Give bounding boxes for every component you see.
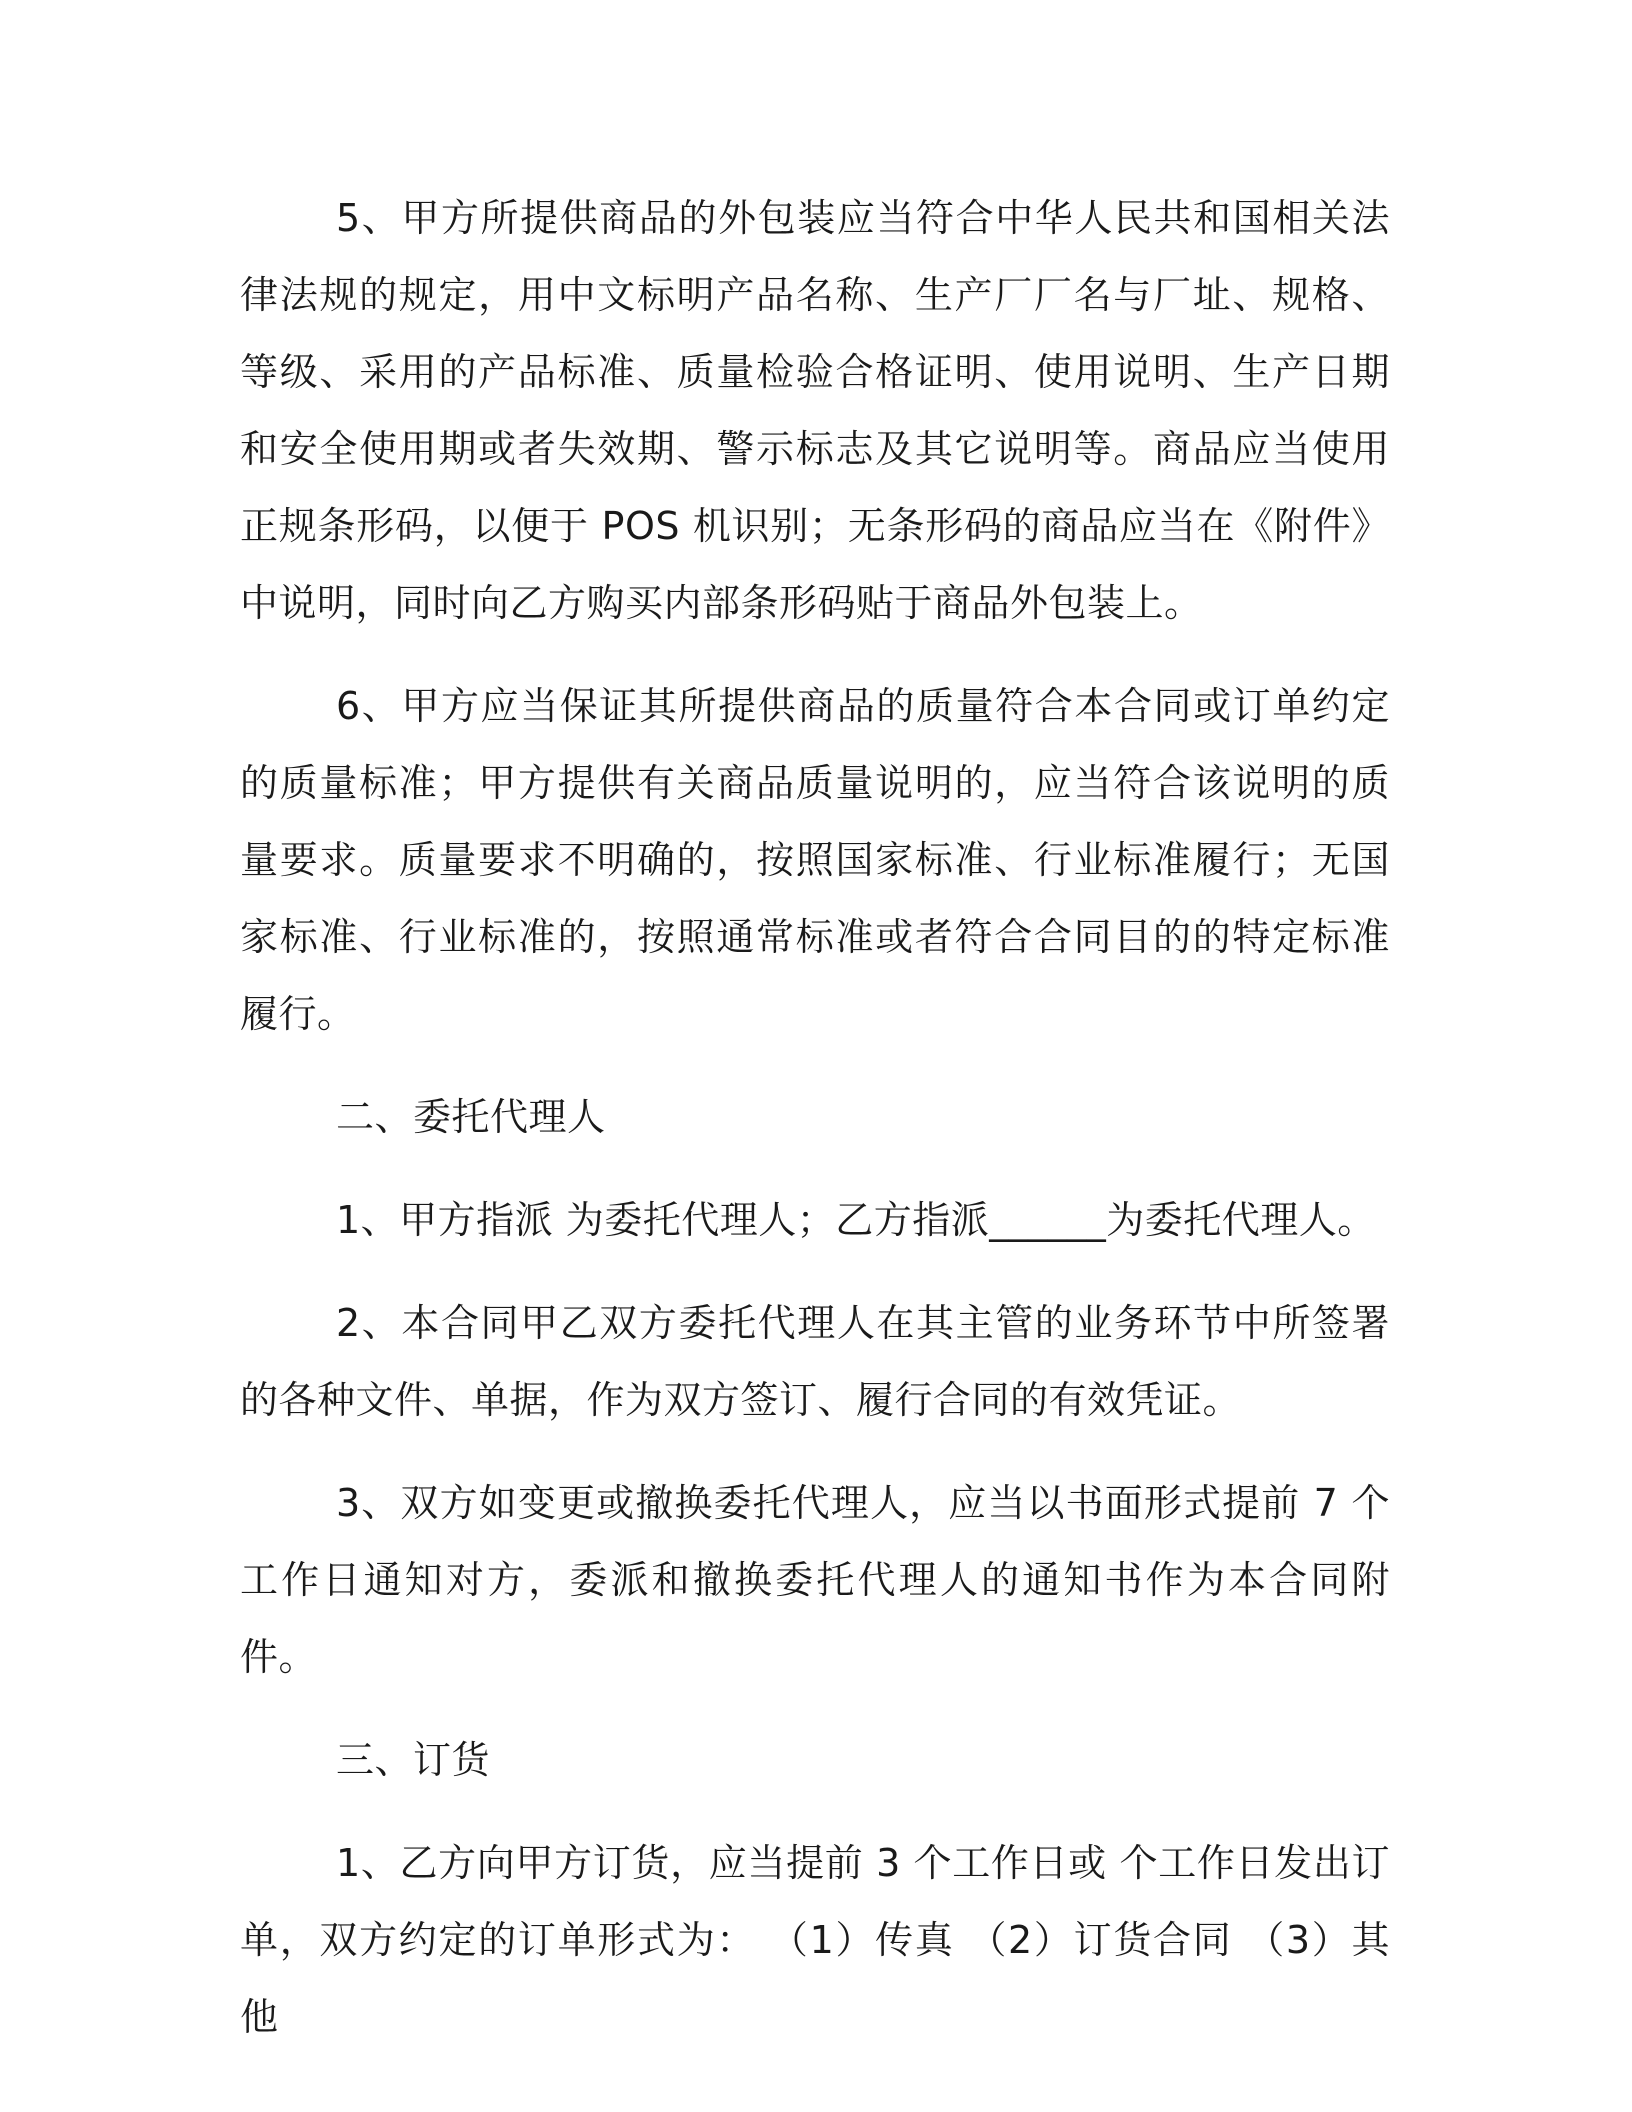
section-heading-ordering: 三、订货 <box>336 1738 491 1782</box>
clause-2-3: 3、双方如变更或撤换委托代理人，应当以书面形式提前 7 个工作日通知对方，委派和撤换委托代理人的通知书作为本合同附件。 <box>240 1481 1390 1679</box>
section-heading-agents: 二、委托代理人 <box>336 1095 606 1139</box>
clause-1-6: 6、甲方应当保证其所提供商品的质量符合本合同或订单约定的质量标准；甲方提供有关商品质量说明的，应当符合该说明的质量要求。质量要求不明确的，按照国家标准、行业标准履行；无国家标准、行业标准的，按照通常标准或者符合合同目的的特定标准履行。 <box>240 684 1390 1036</box>
clause-2-2: 2、本合同甲乙双方委托代理人在其主管的业务环节中所签署的各种文件、单据，作为双方签订、履行合同的有效凭证。 <box>240 1301 1390 1422</box>
clause-2-1: 1、甲方指派 为委托代理人；乙方指派______为委托代理人。 <box>336 1198 1376 1242</box>
document-page <box>240 180 1390 2056</box>
clause-1-5: 5、甲方所提供商品的外包装应当符合中华人民共和国相关法律法规的规定，用中文标明产品名称、生产厂厂名与厂址、规格、等级、采用的产品标准、质量检验合格证明、使用说明、生产日期和安全使用期或者失效期、警示标志及其它说明等。商品应当使用正规条形码，以便于 POS 机识别；无条形码的商品应当在《附件》中说明，同时向乙方购买内部条形码贴于商品外包装上。 <box>240 196 1390 625</box>
clause-3-1: 1、乙方向甲方订货，应当提前 3 个工作日或 个工作日发出订单，双方约定的订单形式为： （1）传真 （2）订货合同 （3）其他 <box>240 1841 1390 2039</box>
